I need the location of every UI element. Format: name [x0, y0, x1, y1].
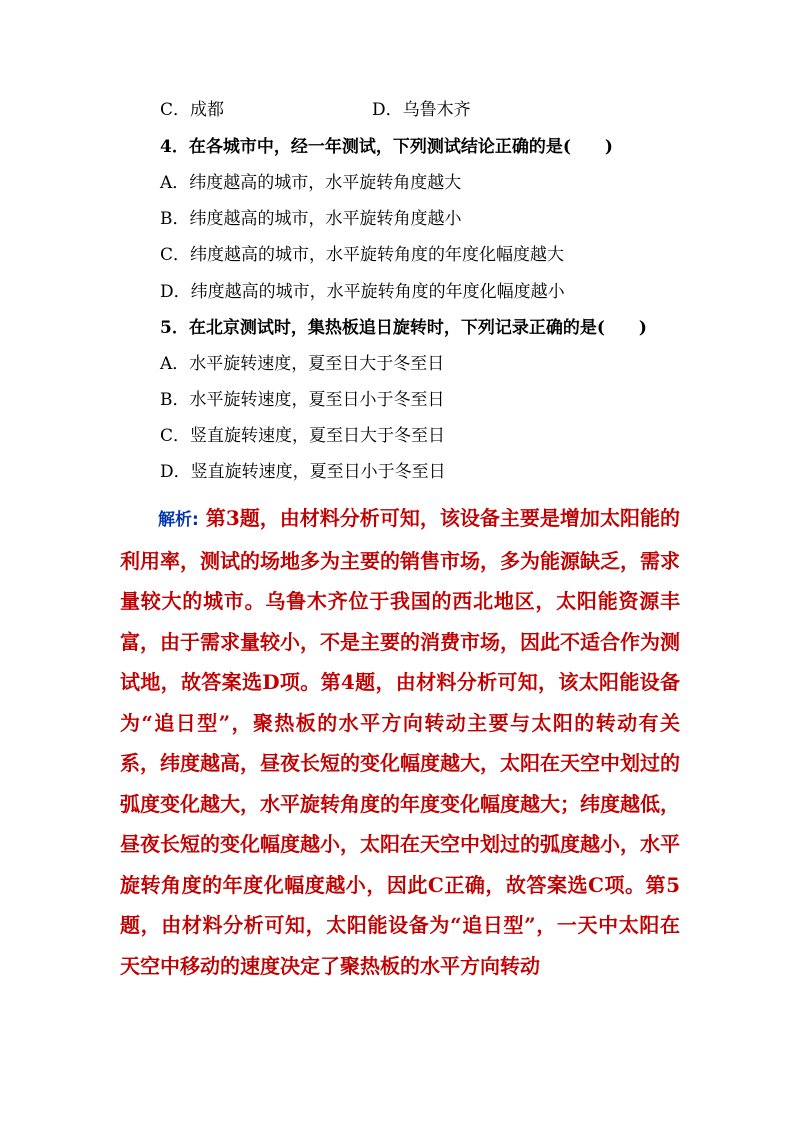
- question-5-option-d: D．竖直旋转速度，夏至日小于冬至日: [160, 462, 446, 482]
- analysis-text: 第3题，由材料分析可知，该设备主要是增加太阳能的利用率，测试的场地多为主要的销售市场，多为能源缺乏，需求量较大的城市。乌鲁木齐位于我国的西北地区，太阳能资源丰富，由于需求量较小，不是主要的消费市场，因此不适合作为测试地，故答案选D项。第4题，由材料分析可知，该太阳能设备为“追日型”，聚热板的水平方向转动主要与太阳的转动有关系，纬度越高，昼夜长短的变化幅度越大，太阳在天空中划过的弧度变化越大，水平旋转角度的年度变化幅度越大；纬度越低，昼夜长短的变化幅度越小，太阳在天空中划过的弧度越小，水平旋转角度的年度化幅度越小，因此C正确，故答案选C项。第5题，由材料分析可知，太阳能设备为“追日型”，一天中太阳在天空中移动的速度决定了聚热板的水平方向转动: [120, 506, 680, 978]
- analysis-label: 解析:: [158, 510, 199, 530]
- question-4-option-c: C．纬度越高的城市，水平旋转角度的年度化幅度越大: [160, 245, 565, 265]
- question-5-option-a: A．水平旋转速度，夏至日大于冬至日: [160, 354, 445, 374]
- option-c-chengdu: C．成都: [160, 100, 225, 120]
- question-4-option-b: B．纬度越高的城市，水平旋转角度越小: [160, 209, 462, 229]
- question-4-stem: 4．在各城市中，经一年测试，下列测试结论正确的是( ): [160, 137, 613, 157]
- analysis-paragraph: [120, 498, 680, 986]
- question-5-option-b: B．水平旋转速度，夏至日小于冬至日: [160, 390, 445, 410]
- question-5-stem: 5．在北京测试时，集热板追日旋转时，下列记录正确的是( ): [160, 318, 647, 338]
- question-4-option-a: A．纬度越高的城市，水平旋转角度越大: [160, 173, 462, 193]
- option-d-urumqi: D．乌鲁木齐: [372, 100, 471, 120]
- prev-options-row: [160, 99, 471, 121]
- question-4-option-d: D．纬度越高的城市，水平旋转角度的年度化幅度越小: [160, 282, 565, 302]
- question-5-option-c: C．竖直旋转速度，夏至日大于冬至日: [160, 426, 446, 446]
